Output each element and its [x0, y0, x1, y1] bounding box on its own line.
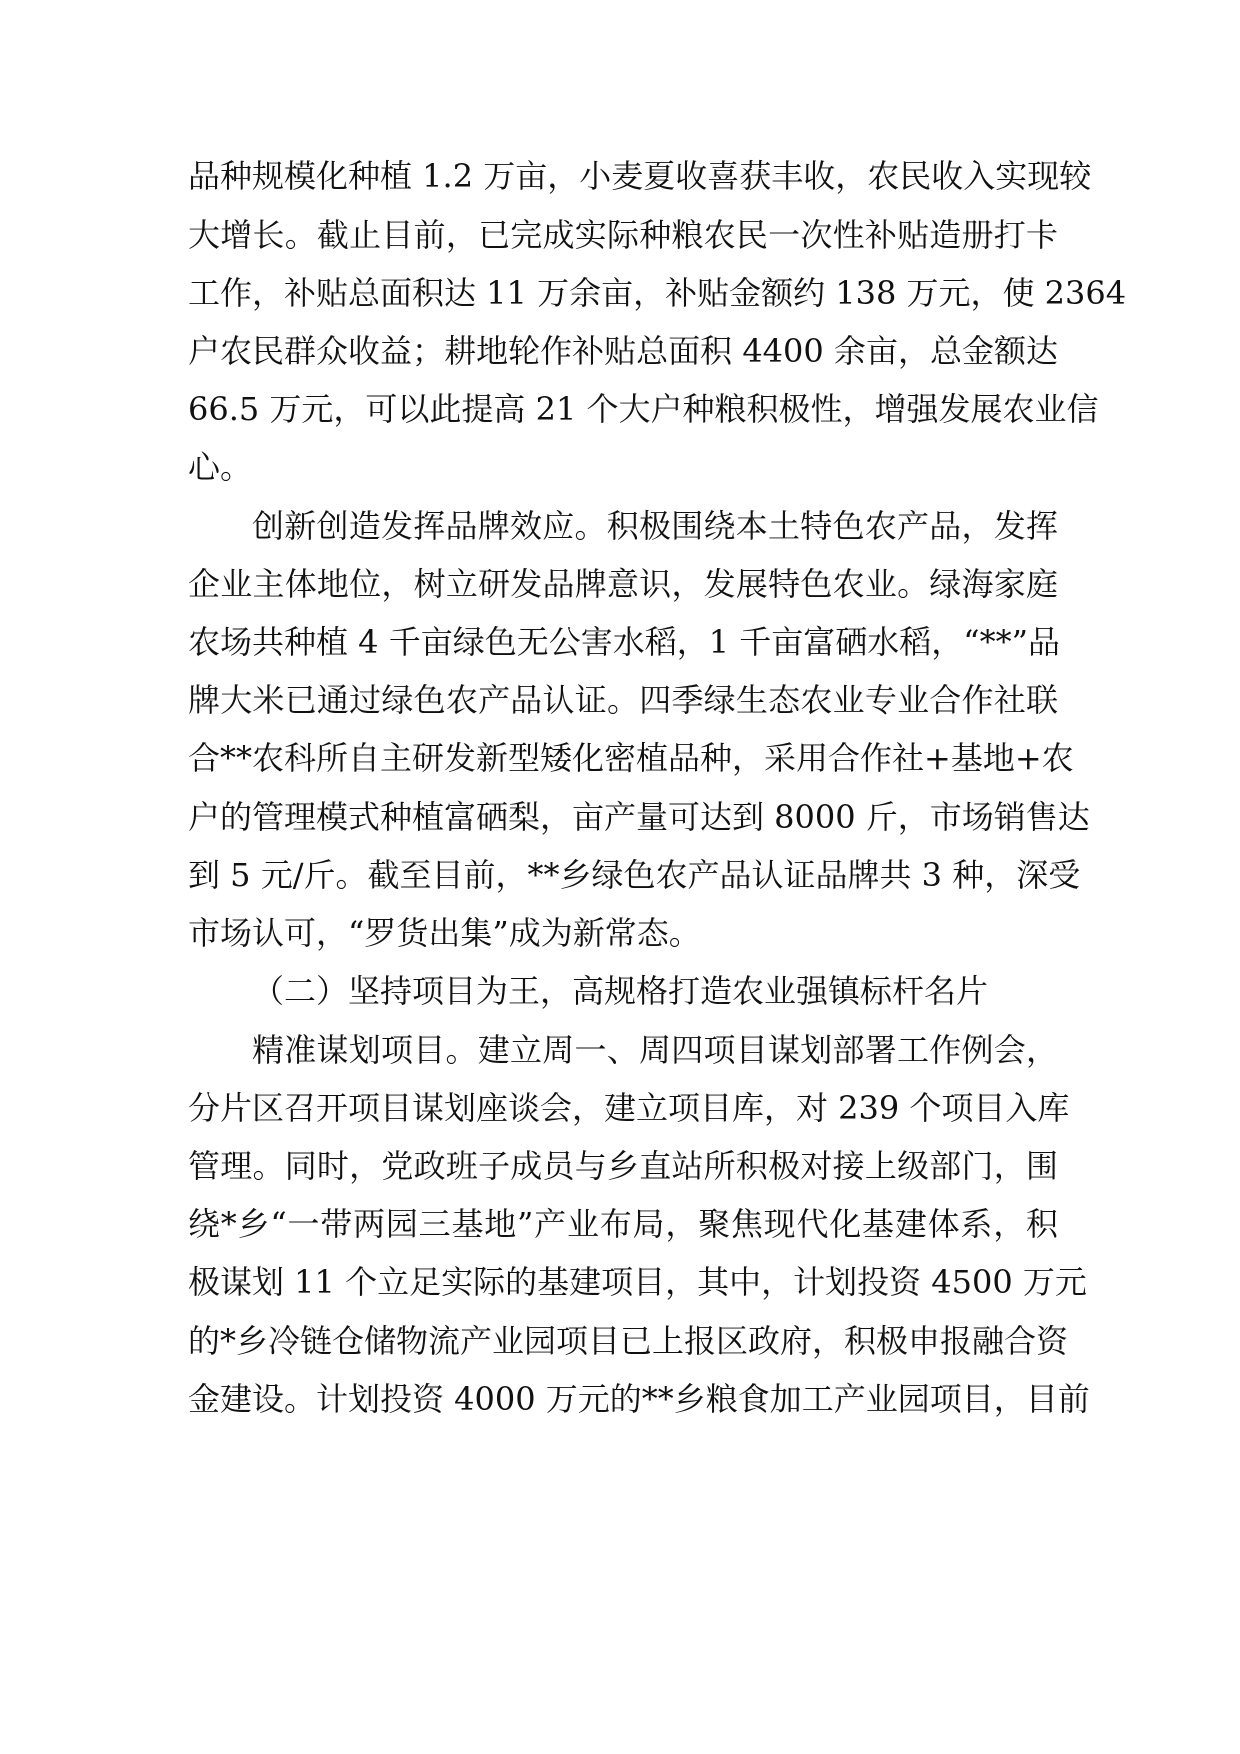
paragraph-line: 到 5 元/斤。截至目前，**乡绿色农产品认证品牌共 3 种，深受 — [188, 856, 1081, 894]
paragraph-line: 合**农科所自主研发新型矮化密植品种，采用合作社+基地+农 — [188, 739, 1074, 777]
paragraph-line: 66.5 万元，可以此提高 21 个大户种粮积极性，增强发展农业信 — [188, 390, 1099, 428]
paragraph-line: 分片区召开项目谋划座谈会，建立项目库，对 239 个项目入库 — [188, 1089, 1070, 1127]
paragraph-line: 工作，补贴总面积达 11 万余亩，补贴金额约 138 万元，使 2364 — [188, 274, 1127, 312]
paragraph-line: 市场认可，“罗货出集”成为新常态。 — [188, 914, 701, 952]
paragraph-line: 企业主体地位，树立研发品牌意识，发展特色农业。绿海家庭 — [188, 565, 1058, 603]
paragraph-line: 心。 — [188, 448, 253, 486]
paragraph-line: 创新创造发挥品牌效应。积极围绕本土特色农产品，发挥 — [252, 507, 1058, 545]
paragraph-line: 户农民群众收益；耕地轮作补贴总面积 4400 余亩，总金额达 — [188, 332, 1058, 370]
paragraph-line: 牌大米已通过绿色农产品认证。四季绿生态农业专业合作社联 — [188, 681, 1058, 719]
paragraph-line: 绕*乡“一带两园三基地”产业布局，聚焦现代化基建体系，积 — [188, 1205, 1058, 1243]
section-heading: （二）坚持项目为王，高规格打造农业强镇标杆名片 — [252, 972, 989, 1010]
paragraph-line: 农场共种植 4 千亩绿色无公害水稻，1 千亩富硒水稻，“**”品 — [188, 623, 1060, 661]
paragraph-line: 精准谋划项目。建立周一、周四项目谋划部署工作例会， — [252, 1031, 1058, 1069]
paragraph-line: 大增长。截止目前，已完成实际种粮农民一次性补贴造册打卡 — [188, 216, 1058, 254]
paragraph-line: 的*乡冷链仓储物流产业园项目已上报区政府，积极申报融合资 — [188, 1322, 1069, 1360]
paragraph-line: 金建设。计划投资 4000 万元的**乡粮食加工产业园项目，目前 — [188, 1380, 1090, 1418]
paragraph-line: 品种规模化种植 1.2 万亩，小麦夏收喜获丰收，农民收入实现较 — [188, 157, 1092, 195]
paragraph-line: 管理。同时，党政班子成员与乡直站所积极对接上级部门，围 — [188, 1147, 1058, 1185]
paragraph-line: 极谋划 11 个立足实际的基建项目，其中，计划投资 4500 万元 — [188, 1263, 1087, 1301]
paragraph-line: 户的管理模式种植富硒梨，亩产量可达到 8000 斤，市场销售达 — [188, 798, 1090, 836]
